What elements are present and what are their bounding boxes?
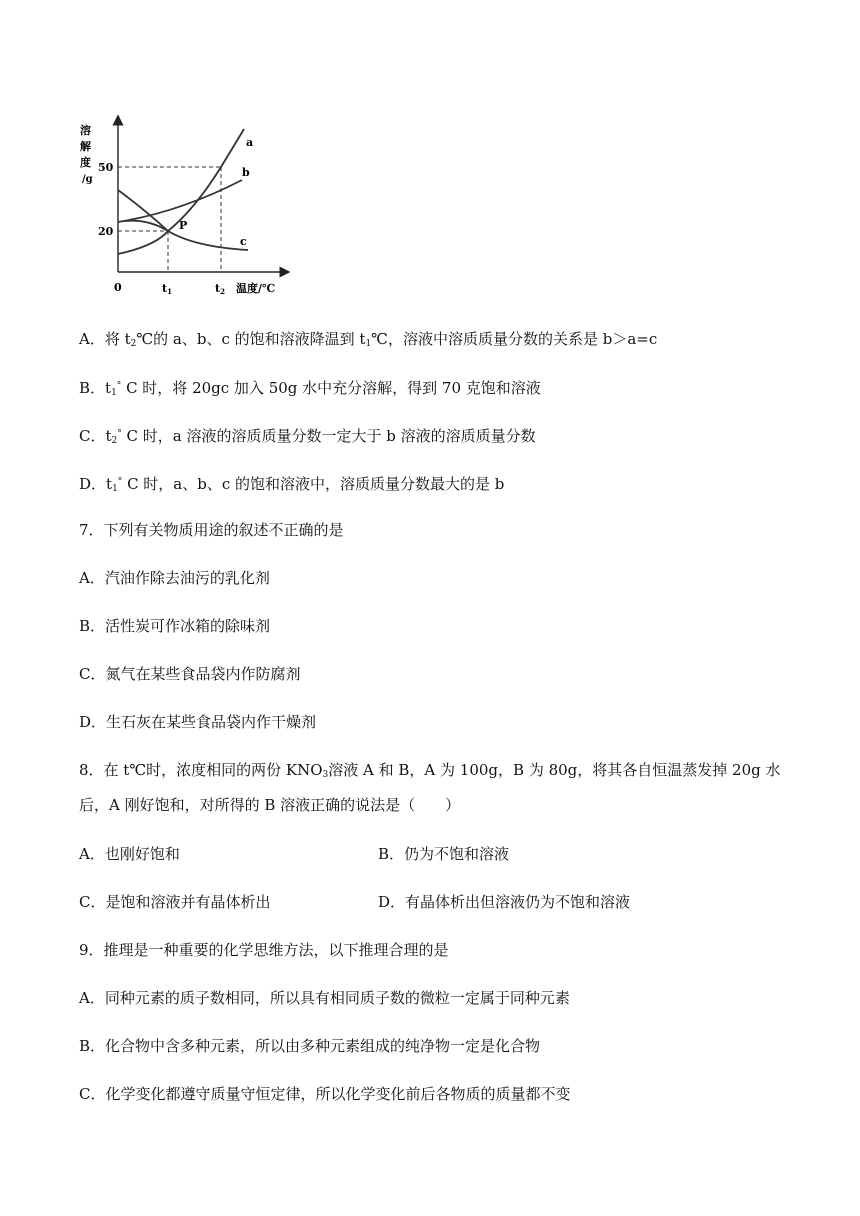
y-label-char: 解	[80, 140, 91, 153]
q9-option-a: A．同种元素的质子数相同，所以具有相同质子数的微粒一定属于同种元素	[79, 989, 570, 1007]
q7-stem: 7．下列有关物质用途的叙述不正确的是	[79, 521, 344, 539]
x-axis-label: 温度/℃	[236, 282, 276, 295]
y-tick-20: 20	[98, 225, 114, 238]
y-label-char: /g	[82, 174, 93, 185]
q8-option-b: B．仍为不饱和溶液	[378, 845, 510, 863]
q6-option-c: C．$t_2^\circ$ C 时，a 溶液的溶质质量分数一定大于 b 溶液的溶质质量分数	[79, 427, 536, 446]
q6-option-d: D．$t_1^\circ$ C 时，a、b、c 的饱和溶液中，溶质质量分数最大的是 b	[79, 475, 505, 494]
q8-stem: 8．在 t℃时，浓度相同的两份 $KNO_3$溶液 A 和 B，A 为 100g，B 为 80g，将其各自恒温蒸发掉 20g 水后，A 刚好饱和，对所得的 B 溶液正确的说法是（ ）	[79, 761, 781, 814]
q6-option-b: B．$t_1^\circ$ C 时，将 20gc 加入 50g 水中充分溶解，得到 70 克饱和溶液	[79, 379, 541, 398]
q9-stem: 9．推理是一种重要的化学思维方法，以下推理合理的是	[79, 941, 449, 959]
q6-option-a: A．将 $t_2℃$的 a、b、c 的饱和溶液降温到 $t_1℃$，溶液中溶质质量分数的关系是 b＞a=c	[79, 330, 658, 349]
curve-label-b: b	[242, 166, 250, 179]
solubility-curve-chart	[70, 114, 295, 304]
solubility-figure	[70, 114, 295, 304]
q7-option-b: B．活性炭可作冰箱的除味剂	[79, 617, 271, 635]
q8-option-a: A．也刚好饱和	[79, 845, 180, 863]
q7-option-d: D．生石灰在某些食品袋内作干燥剂	[79, 713, 317, 731]
curve-a	[118, 129, 244, 254]
origin-label: 0	[114, 281, 122, 294]
curve-label-a: a	[246, 136, 254, 149]
y-label-char: 溶	[80, 124, 91, 137]
point-label-p: P	[179, 219, 188, 232]
x-tick-t2: t2	[215, 282, 225, 296]
q9-option-b: B．化合物中含多种元素，所以由多种元素组成的纯净物一定是化合物	[79, 1037, 541, 1055]
y-tick-50: 50	[98, 161, 114, 174]
y-label-char: 度	[80, 156, 91, 169]
x-tick-t1: t1	[162, 282, 172, 296]
q8-option-d: D．有晶体析出但溶液仍为不饱和溶液	[378, 893, 631, 911]
q7-option-c: C．氮气在某些食品袋内作防腐剂	[79, 665, 301, 683]
q9-option-c: C．化学变化都遵守质量守恒定律，所以化学变化前后各物质的质量都不变	[79, 1085, 571, 1103]
curve-label-c: c	[240, 235, 247, 248]
q8-option-c: C．是饱和溶液并有晶体析出	[79, 893, 271, 911]
q7-option-a: A．汽油作除去油污的乳化剂	[79, 569, 270, 587]
